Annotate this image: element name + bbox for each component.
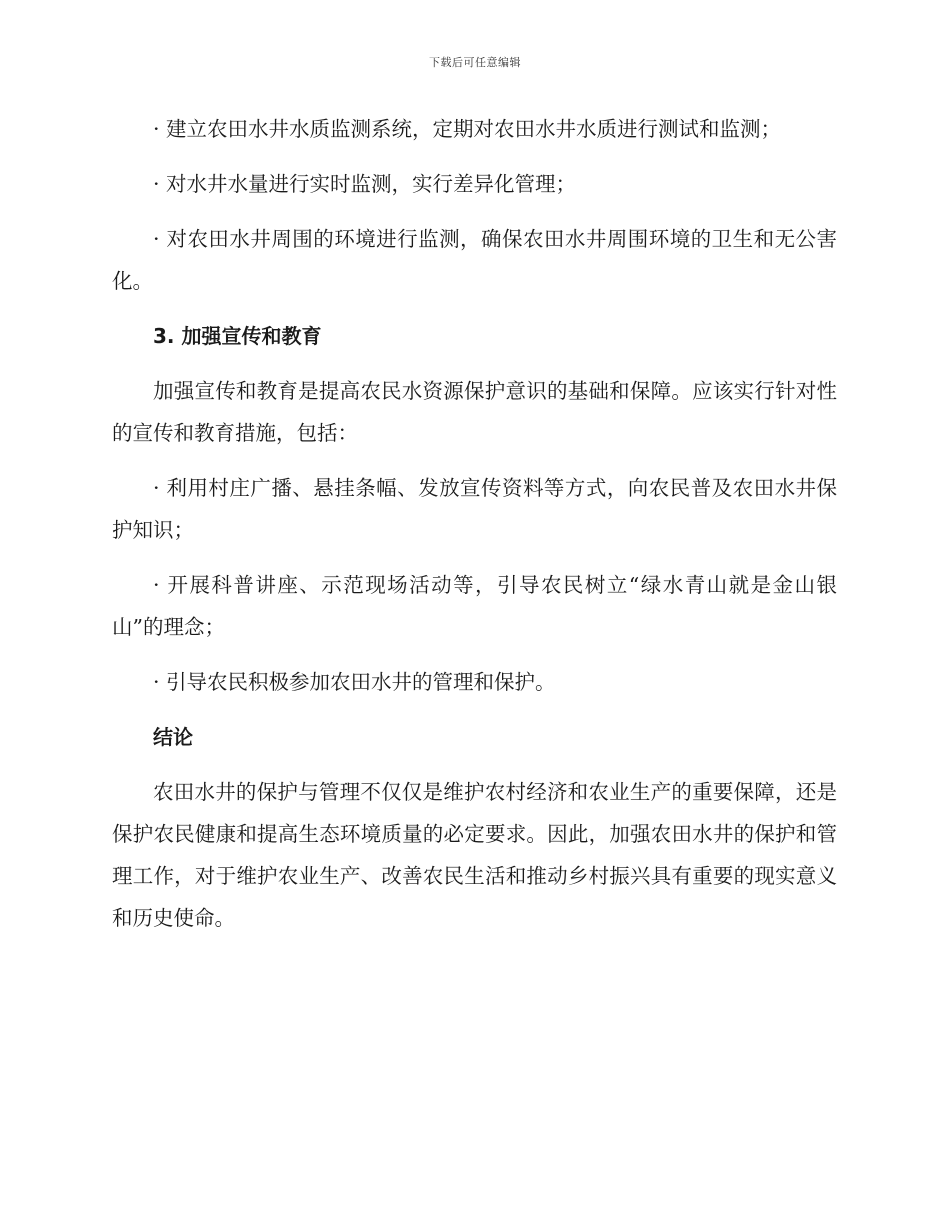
document-body xyxy=(112,108,837,952)
bullet-village-broadcast: · 利用村庄广播、悬挂条幅、发放宣传资料等方式，向农民普及农田水井保护知识； xyxy=(112,476,837,542)
header-note: 下载后可任意编辑 xyxy=(429,56,521,69)
conclusion-paragraph: 农田水井的保护与管理不仅仅是维护农村经济和农业生产的重要保障，还是保护农民健康和提高生态环境质量的必定要求。因此，加强农田水井的保护和管理工作，对于维护农业生产、改善农民生活和推动乡村振兴具有重要的现实意义和历史使命。 xyxy=(112,780,837,930)
section-intro-paragraph: 加强宣传和教育是提高农民水资源保护意识的基础和保障。应该实行针对性的宣传和教育措施，包括： xyxy=(112,379,837,445)
bullet-environment-monitoring: · 对农田水井周围的环境进行监测，确保农田水井周围环境的卫生和无公害化。 xyxy=(112,227,837,293)
bullet-science-lectures: · 开展科普讲座、示范现场活动等，引导农民树立“绿水青山就是金山银山”的理念； xyxy=(112,573,837,639)
conclusion-heading: 结论 xyxy=(153,725,193,749)
bullet-water-quality-monitoring: · 建立农田水井水质监测系统，定期对农田水井水质进行测试和监测； xyxy=(153,117,782,141)
bullet-farmer-participation: · 引导农民积极参加农田水井的管理和保护。 xyxy=(153,670,556,694)
section-heading-publicity-education: 3. 加强宣传和教育 xyxy=(153,324,322,348)
bullet-water-quantity-monitoring: · 对水井水量进行实时监测，实行差异化管理； xyxy=(153,172,577,196)
